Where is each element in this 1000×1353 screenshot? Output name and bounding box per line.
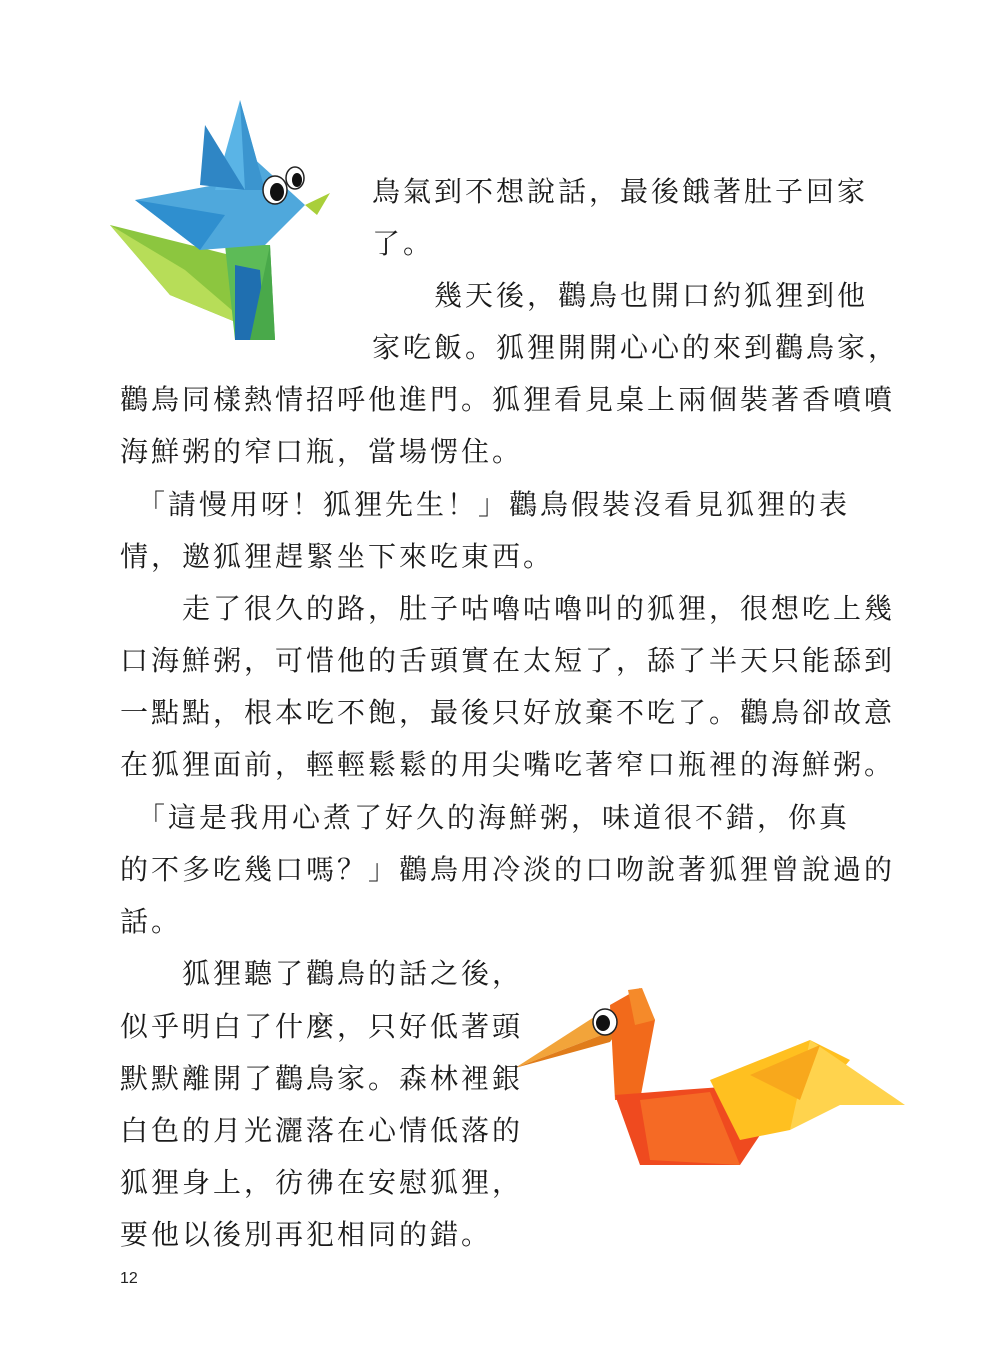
- text-line: 情，邀狐狸趕緊坐下來吃東西。: [120, 540, 555, 573]
- text-line: 鸛鳥同樣熱情招呼他進門。狐狸看見桌上兩個裝著香噴噴: [120, 383, 896, 416]
- text-line: 「這是我用心煮了好久的海鮮粥，味道很不錯，你真: [120, 801, 851, 834]
- text-line: 狐狸聽了鸛鳥的話之後，: [120, 957, 524, 990]
- text-line: 在狐狸面前，輕輕鬆鬆的用尖嘴吃著窄口瓶裡的海鮮粥。: [120, 748, 896, 781]
- page-number: 12: [120, 1270, 138, 1287]
- text-line: 幾天後，鸛鳥也開口約狐狸到他: [372, 279, 869, 312]
- text-line: 要他以後別再犯相同的錯。: [120, 1218, 493, 1251]
- text-line: 話。: [120, 905, 183, 938]
- text-line: 白色的月光灑落在心情低落的: [120, 1114, 524, 1147]
- text-line: 一點點，根本吃不飽，最後只好放棄不吃了。鸛鳥卻故意: [120, 696, 896, 729]
- text-line: 鳥氣到不想說話，最後餓著肚子回家: [372, 175, 869, 208]
- text-line: 默默離開了鸛鳥家。森林裡銀: [120, 1062, 524, 1095]
- text-line: 的不多吃幾口嗎？」鸛鳥用冷淡的口吻說著狐狸曾說過的: [120, 853, 896, 886]
- origami-fox-illustration: [105, 95, 345, 345]
- origami-stork-illustration: [510, 980, 910, 1180]
- text-line: 家吃飯。狐狸開開心心的來到鸛鳥家，: [372, 331, 900, 364]
- text-line: 狐狸身上，彷彿在安慰狐狸，: [120, 1166, 524, 1199]
- text-line: 海鮮粥的窄口瓶，當場愣住。: [120, 435, 524, 468]
- text-line: 口海鮮粥，可惜他的舌頭實在太短了，舔了半天只能舔到: [120, 644, 896, 677]
- text-line: 走了很久的路，肚子咕嚕咕嚕叫的狐狸，很想吃上幾: [120, 592, 896, 625]
- text-line: 似乎明白了什麼，只好低著頭: [120, 1010, 524, 1043]
- text-line: 了。: [372, 227, 435, 260]
- text-line: 「請慢用呀！狐狸先生！」鸛鳥假裝沒看見狐狸的表: [120, 488, 851, 521]
